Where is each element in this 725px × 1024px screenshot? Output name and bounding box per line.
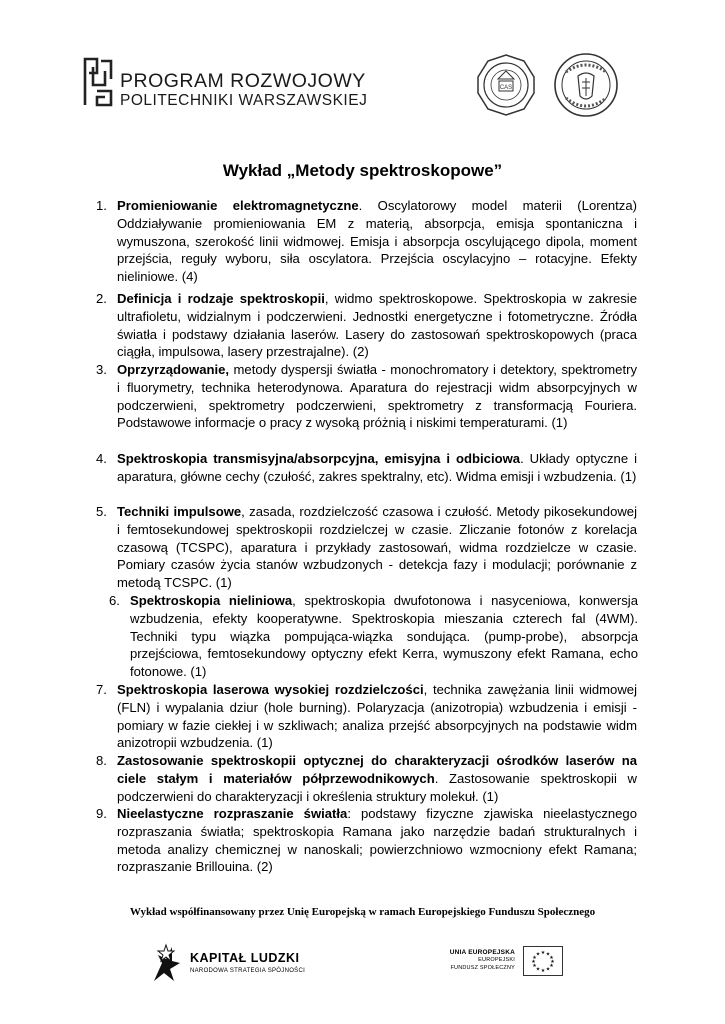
svg-text:★: ★ (535, 951, 541, 958)
topic-item (96, 290, 637, 361)
page-header (0, 0, 725, 130)
topic-description: , technika zawężania linii widmowej (FLN) i wypalania dziur (hole burning). Polaryzacja (anizotropia) wzbudzenia i emisji - pomiary w fazie ciekłej i w szkliwach; analiza przejść absorpcyjnych na podstawie widm anizotropii wzbudzenia. (1) (117, 682, 637, 751)
seal-lettering: CAS (499, 85, 513, 91)
topic-heading: Oprzyrządowanie, (117, 362, 230, 377)
topic-number: 2. (96, 291, 107, 306)
topic-number: 5. (96, 504, 107, 519)
eu-label-line2: EUROPEJSKI (478, 957, 515, 963)
topic-item (96, 805, 637, 876)
program-title-line2: POLITECHNIKI WARSZAWSKIEJ (120, 92, 368, 109)
svg-text:★: ★ (549, 955, 554, 961)
program-title-line1: PROGRAM ROZWOJOWY (120, 70, 366, 92)
university-seal-icon (474, 53, 538, 117)
program-rozwojowy-logo (83, 57, 113, 107)
topic-heading: Spektroskopia nieliniowa (130, 593, 293, 608)
topic-heading: Promieniowanie elektromagnetyczne (117, 198, 359, 213)
eu-flag-icon (523, 946, 563, 976)
svg-text:★: ★ (535, 966, 541, 973)
kapital-ludzki-subtitle: NARODOWA STRATEGIA SPÓJNOŚCI (190, 968, 306, 974)
topic-description: . Układy optyczne i aparatura, główne cechy (czułość, zakres spektralny, etc). Widma emisji i wzbudzenia. (1) (117, 451, 637, 484)
topic-description: . Oscylatorowy model materii (Lorentza) Oddziaływanie promieniowania EM z materią, absorpcja, emisja spontaniczna i wymuszona, szerokość linii widmowej. Emisja i absorpcja oscylującego dipola, moment przejścia, reguły wyboru, siła oscylatora. Przejścia oscylacyjno – rotacyjne. Efekty nieliniowe. (4) (117, 198, 637, 285)
topic-item (109, 592, 638, 681)
eu-label-line3: FUNDUSZ SPOŁECZNY (450, 965, 515, 971)
eu-label-line1: UNIA EUROPEJSKA (449, 949, 515, 956)
svg-text:★: ★ (540, 968, 546, 974)
funding-note: Wykład współfinansowany przez Unię Europejską w ramach Europejskiego Funduszu Społecznego (129, 906, 596, 918)
topic-heading: Definicja i rodzaje spektroskopii (117, 291, 325, 306)
topic-number: 7. (96, 682, 107, 697)
eu-fund-label (420, 949, 515, 972)
topic-item (96, 450, 637, 486)
university-emblem-icon (552, 52, 620, 118)
svg-text:★: ★ (550, 959, 555, 965)
kapital-ludzki-title: KAPITAŁ LUDZKI (190, 951, 300, 965)
lecture-title: Wykład „Metody spektroskopowe” (222, 161, 503, 180)
topic-heading: Spektroskopia laserowa wysokiej rozdzielczości (117, 682, 424, 697)
topic-item (96, 503, 638, 592)
topic-number: 4. (96, 451, 107, 466)
svg-text:★: ★ (532, 955, 537, 961)
topic-number: 6. (109, 593, 120, 608)
topic-description: , zasada, rozdzielczość czasowa i czułość. Metody pikosekundowej i femtosekundowej spektroskopii rozdzielczej w czasie. Zliczanie fotonów z korelacja czasową (TCSPC), aparatura i przykłady zastosowań, widma rozdzielcze w czasie. Pomiary czasów życia stanów wzbudzonych - detekcja fazy i modulacji; porównanie z metodą TCSPC. (1) (117, 504, 638, 591)
topic-item (96, 197, 637, 286)
topic-heading: Zastosowanie spektroskopii optycznej do charakteryzacji ośrodków laserów na ciele stałym i materiałów półprzewodnikowych (117, 753, 637, 786)
svg-text:★: ★ (545, 951, 551, 958)
topic-heading: Spektroskopia transmisyjna/absorpcyjna, emisyjna i odbiciowa (117, 451, 521, 466)
svg-text:★: ★ (540, 950, 546, 956)
topic-number: 1. (96, 198, 107, 213)
topic-description: , spektroskopia dwufotonowa i nasyceniowa, konwersja wzbudzenia, efekty kooperatywne. Spektroskopia mieszania czterech fal (4WM). Techniki typu wiązka pompująca-wiązka sondująca. (pump-probe), absorpcja przejściowa, femtosekundowy optyczny efekt Kerra, wymuszony efekt Ramana, echo fotonowe. (1) (130, 593, 638, 680)
topic-item (96, 361, 637, 432)
svg-text:★: ★ (549, 963, 554, 969)
svg-text:★: ★ (532, 963, 537, 969)
topic-number: 8. (96, 753, 107, 768)
topic-number: 3. (96, 362, 107, 377)
topic-item (96, 752, 637, 805)
svg-text:★: ★ (545, 966, 551, 973)
topic-description: , widmo spektroskopowe. Spektroskopia w zakresie ultrafioletu, widzialnym i podczerwieni. Jednostki energetyczne i fotometryczne. Źródła światła i podstawy działania laserów. Lasery do zastosowań spektroskopowych (praca ciągła, impulsowa, lasery przestrajalne). (2) (117, 291, 637, 360)
topic-heading: Nieelastyczne rozpraszanie światła (117, 806, 348, 821)
topic-description: . Zastosowanie spektroskopii w podczerwieni do charakteryzacji i określenia struktury molekuł. (1) (117, 770, 637, 804)
topic-description: metody dyspersji światła - monochromatory i detektory, spektrometry i fluorymetry, technika heterodynowa. Aparatura do rejestracji widm absorpcyjnych w podczerwieni, spektrometry podczerwieni, spektrometry z transformacją Fouriera. Podstawowe informacje o pracy z wysoką próżnią i niskimi temperaturami. (1) (117, 362, 637, 431)
topic-item (96, 681, 637, 752)
kapital-ludzki-logo-icon (148, 941, 184, 985)
topic-number: 9. (96, 806, 107, 821)
topic-heading: Techniki impulsowe (117, 504, 242, 519)
svg-text:★: ★ (531, 959, 536, 965)
topic-description: : podstawy fizyczne zjawiska nieelastycznego rozpraszania światła; spektroskopia Ramana jako narzędzie badań strukturalnych i metoda analizy chemicznej w nanoskali; powierzchniowo wzmocniony efekt Ramana; rozpraszanie Brillouina. (2) (117, 806, 637, 875)
